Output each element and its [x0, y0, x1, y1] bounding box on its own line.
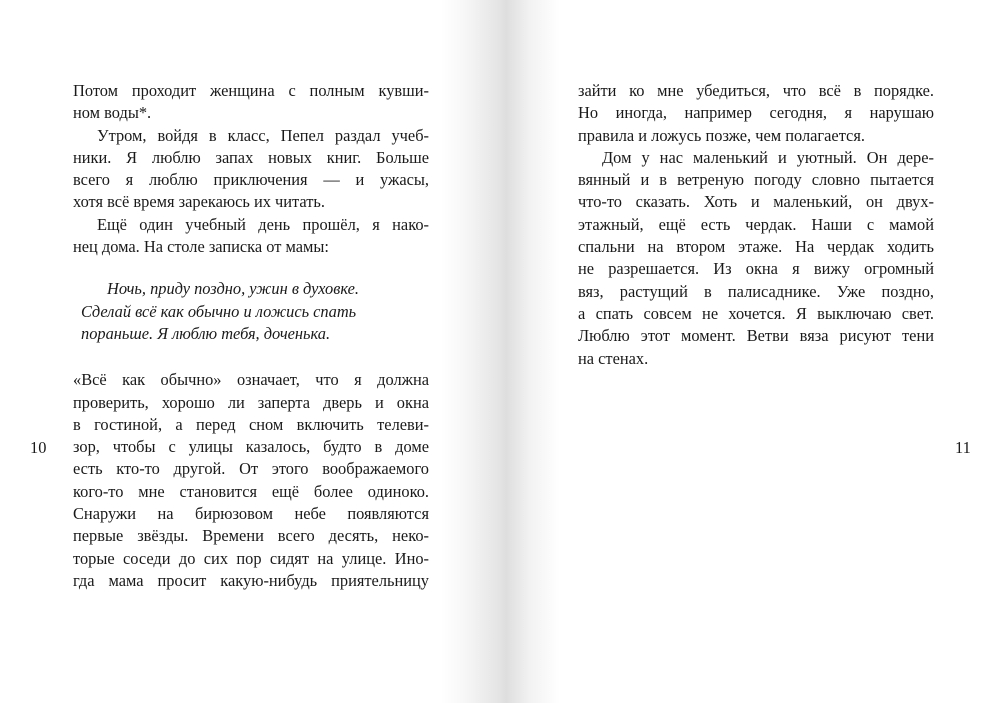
text-line: Ещё один учебный день прошёл, я нако-	[97, 214, 429, 234]
text-line: кого-то мне становится ещё более одиноко.	[73, 481, 429, 501]
text-line: первые звёзды. Времени всего десять, неко-	[73, 526, 429, 546]
right-page-text	[578, 80, 934, 370]
paragraph	[73, 214, 429, 259]
text-line: «Всё как обычно» означает, что я должна	[73, 370, 429, 390]
text-line: вянный и в ветреную погоду словно пытается	[578, 170, 934, 190]
text-line: спальни на втором этаже. На чердак ходить	[578, 237, 934, 257]
note-line: пораньше. Я люблю тебя, доченька.	[81, 323, 331, 343]
text-line: Снаружи на бирюзовом небе появляются	[73, 504, 429, 524]
text-line: проверить, хорошо ли заперта дверь и окна	[73, 392, 429, 412]
text-line: этажный, ещё есть чердак. Наши с мамой	[578, 214, 934, 234]
text-line: зор, чтобы с улицы казалось, будто в доме	[73, 437, 429, 457]
page-number-left: 10	[30, 438, 47, 457]
text-line: нец дома. На столе записка от мамы:	[73, 237, 329, 257]
text-line: в гостиной, а перед сном включить телеви-	[73, 414, 429, 434]
text-line: ники. Я люблю запах новых книг. Больше	[73, 147, 429, 167]
text-line: не разрешается. Из окна я вижу огромный	[578, 259, 934, 279]
text-line: всего я люблю приключения — и ужасы,	[73, 170, 429, 190]
paragraph	[578, 147, 934, 370]
note-line: Сделай всё как обычно и ложись спать	[81, 301, 357, 321]
text-line: торые соседи до сих пор сидят на улице. Ино-	[73, 548, 429, 568]
text-line: а спать совсем не хочется. Я выключаю свет.	[578, 303, 934, 323]
text-line: Потом проходит женщина с полным кувши-	[73, 81, 429, 100]
left-page-text	[73, 80, 429, 592]
page-number-right: 11	[955, 438, 971, 457]
text-line: зайти ко мне убедиться, что всё в порядке.	[578, 81, 934, 100]
text-line: Люблю этот момент. Ветви вяза рисуют тени	[578, 326, 934, 346]
text-line: на стенах.	[578, 348, 649, 368]
paragraph	[73, 369, 429, 592]
note-line: Ночь, приду поздно, ужин в духовке.	[107, 279, 359, 299]
text-line: вяз, растущий в палисаднике. Уже поздно,	[578, 281, 934, 301]
text-line: Дом у нас маленький и уютный. Он дере-	[602, 147, 934, 167]
text-line: Утром, войдя в класс, Пепел раздал учеб-	[97, 125, 429, 145]
text-line: что-то сказать. Хоть и маленький, он двух-	[578, 192, 934, 212]
text-line: правила и ложусь позже, чем полагается.	[578, 125, 865, 145]
paragraph	[73, 80, 429, 125]
paragraph	[578, 80, 934, 147]
text-line: гда мама просит какую-нибудь приятельницу	[73, 570, 429, 590]
mother-note	[81, 278, 429, 345]
paragraph	[73, 125, 429, 214]
text-line: хотя всё время зарекаюсь их читать.	[73, 192, 325, 212]
gutter-shadow	[440, 0, 560, 703]
text-line: ном воды*.	[73, 103, 152, 123]
text-line: есть кто-то другой. От этого воображаемого	[73, 459, 429, 479]
text-line: Но иногда, например сегодня, я нарушаю	[578, 103, 934, 123]
